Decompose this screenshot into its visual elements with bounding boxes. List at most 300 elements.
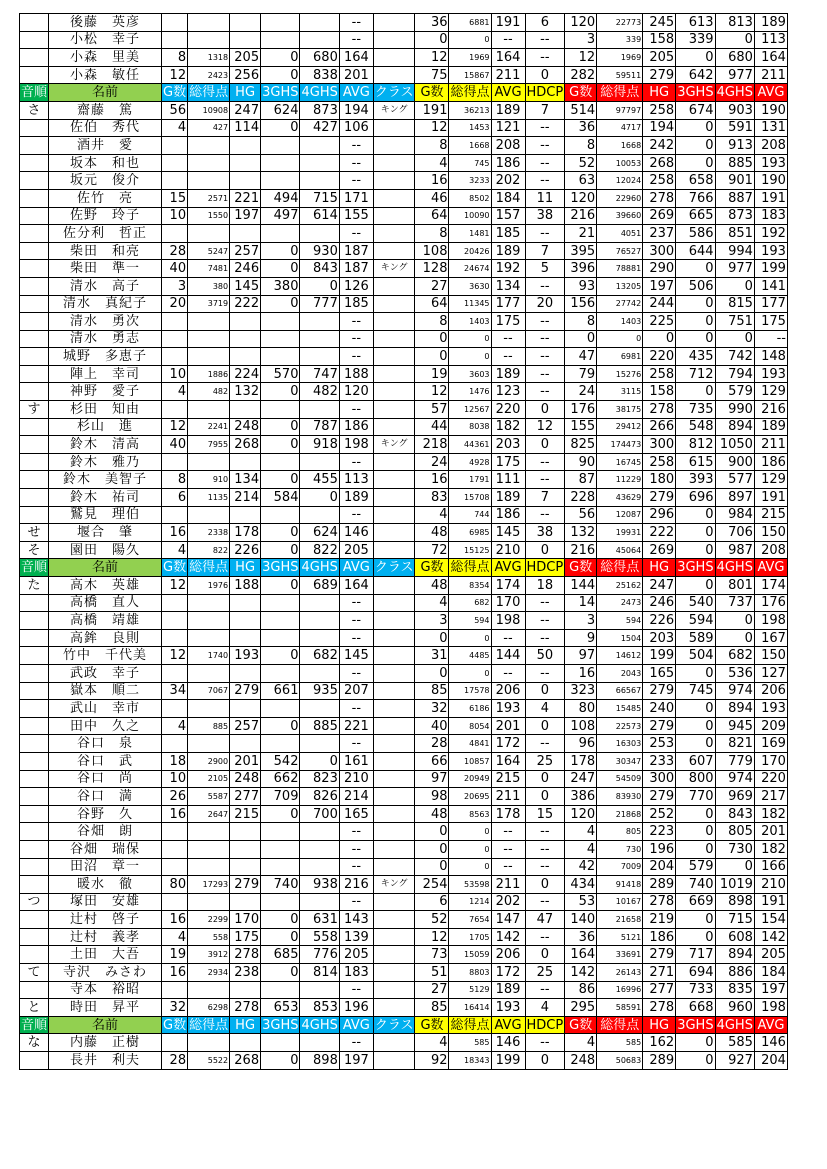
player-name: 谷口 満: [49, 788, 162, 806]
monthly-value: 178: [491, 805, 525, 823]
player-name: 高鉾 良則: [49, 629, 162, 647]
header-total-col: AVG: [754, 84, 787, 102]
kana-index: [20, 260, 49, 278]
total-value: 4: [565, 840, 597, 858]
league-value: [230, 225, 261, 243]
league-value: 2241: [188, 418, 230, 436]
total-value: 277: [643, 981, 676, 999]
total-value: 289: [643, 876, 676, 894]
monthly-value: 0: [449, 31, 491, 49]
monthly-value: 0: [415, 664, 449, 682]
league-value: [300, 313, 339, 331]
monthly-value: --: [525, 348, 565, 366]
header-monthly-col: 総得点: [450, 560, 490, 576]
league-value: 0: [261, 119, 300, 137]
total-value: 242: [643, 137, 676, 155]
league-value: [230, 612, 261, 630]
league-value: [373, 682, 415, 700]
league-value: 0: [261, 49, 300, 67]
league-value: 853: [300, 999, 339, 1017]
total-value: 974: [715, 770, 754, 788]
total-value: 278: [643, 999, 676, 1017]
monthly-value: 85: [415, 999, 449, 1017]
header-monthly-col: G数: [415, 559, 449, 577]
monthly-value: 0: [525, 436, 565, 454]
total-value: 742: [715, 348, 754, 366]
monthly-value: 12567: [449, 401, 491, 419]
monthly-value: 24674: [449, 260, 491, 278]
league-value: [230, 137, 261, 155]
total-value: 1504: [597, 629, 643, 647]
monthly-value: 0: [449, 348, 491, 366]
monthly-value: 18343: [449, 1052, 491, 1070]
kana-index: [20, 770, 49, 788]
monthly-value: --: [525, 365, 565, 383]
league-value: [300, 506, 339, 524]
total-value: 821: [715, 735, 754, 753]
total-value: 0: [676, 928, 715, 946]
monthly-value: 15059: [449, 946, 491, 964]
league-value: [188, 823, 230, 841]
league-value: [373, 172, 415, 190]
kana-index: [20, 225, 49, 243]
league-value: 268: [230, 1052, 261, 1070]
player-row: [20, 594, 788, 612]
total-value: 79: [565, 365, 597, 383]
monthly-value: 8: [415, 225, 449, 243]
total-value: 323: [565, 682, 597, 700]
player-name: 清水 高子: [49, 277, 162, 295]
league-value: 28: [162, 242, 188, 260]
total-value: 150: [754, 524, 787, 542]
player-name: 内藤 正樹: [49, 1034, 162, 1052]
league-value: 17293: [188, 876, 230, 894]
score-table: [19, 13, 788, 1070]
total-value: 396: [565, 260, 597, 278]
total-value: 186: [754, 453, 787, 471]
total-value: 740: [676, 876, 715, 894]
total-value: 717: [676, 946, 715, 964]
kana-index: [20, 295, 49, 313]
player-row: [20, 700, 788, 718]
league-value: [300, 629, 339, 647]
total-value: 514: [565, 101, 597, 119]
player-name: 佐伯 秀代: [49, 119, 162, 137]
league-value: 197: [339, 1052, 373, 1070]
monthly-value: 50: [525, 647, 565, 665]
league-value: 193: [230, 647, 261, 665]
total-value: 0: [676, 154, 715, 172]
total-value: 196: [643, 840, 676, 858]
monthly-value: 7: [525, 242, 565, 260]
total-value: 43629: [597, 489, 643, 507]
league-value: [261, 823, 300, 841]
monthly-value: 0: [525, 788, 565, 806]
league-value: 715: [300, 189, 339, 207]
player-name: 小松 幸子: [49, 31, 162, 49]
total-value: 190: [754, 172, 787, 190]
league-value: 930: [300, 242, 339, 260]
kana-index: な: [20, 1034, 49, 1052]
league-value: 380: [188, 277, 230, 295]
kana-index: [20, 752, 49, 770]
total-value: 193: [754, 242, 787, 260]
league-value: [373, 14, 415, 32]
total-value: 127: [754, 664, 787, 682]
league-value: --: [339, 31, 373, 49]
league-value: [300, 840, 339, 858]
total-value: 87: [565, 471, 597, 489]
league-value: [188, 594, 230, 612]
player-name: 杉山 進: [49, 418, 162, 436]
league-value: [162, 664, 188, 682]
total-value: 577: [715, 471, 754, 489]
league-value: 0: [300, 277, 339, 295]
kana-index: [20, 594, 49, 612]
header-monthly-col: HDCP: [526, 1017, 564, 1033]
league-value: [373, 348, 415, 366]
kana-index: [20, 14, 49, 32]
total-value: 945: [715, 717, 754, 735]
league-value: 0: [261, 577, 300, 595]
kana-index: [20, 664, 49, 682]
monthly-value: --: [525, 893, 565, 911]
total-value: 8: [565, 313, 597, 331]
header-name: 名前: [49, 1016, 162, 1034]
monthly-value: 4928: [449, 453, 491, 471]
total-value: 1019: [715, 876, 754, 894]
monthly-value: 189: [491, 981, 525, 999]
league-value: 178: [230, 524, 261, 542]
total-value: 129: [754, 471, 787, 489]
league-value: [300, 453, 339, 471]
league-value: 215: [230, 805, 261, 823]
league-value: [300, 154, 339, 172]
player-row: [20, 770, 788, 788]
league-value: [162, 612, 188, 630]
player-row: [20, 101, 788, 119]
league-value: [261, 612, 300, 630]
header-league-col: HG: [230, 559, 261, 577]
total-value: 142: [565, 964, 597, 982]
league-value: 12: [162, 577, 188, 595]
league-value: 0: [261, 1052, 300, 1070]
monthly-value: 0: [525, 1052, 565, 1070]
total-value: 887: [715, 189, 754, 207]
league-value: 0: [261, 242, 300, 260]
player-name: 坂元 俊介: [49, 172, 162, 190]
league-value: [261, 225, 300, 243]
total-value: 665: [676, 207, 715, 225]
league-value: [300, 700, 339, 718]
total-value: 278: [643, 189, 676, 207]
monthly-value: 4: [415, 506, 449, 524]
league-value: 40: [162, 436, 188, 454]
total-value: 26143: [597, 964, 643, 982]
total-value: 680: [715, 49, 754, 67]
total-value: 56: [565, 506, 597, 524]
league-value: [188, 858, 230, 876]
monthly-value: 123: [491, 383, 525, 401]
league-value: [373, 330, 415, 348]
league-value: 164: [339, 49, 373, 67]
monthly-value: 12: [415, 383, 449, 401]
kana-index: [20, 436, 49, 454]
total-value: 766: [676, 189, 715, 207]
league-value: [373, 225, 415, 243]
league-value: 0: [261, 911, 300, 929]
player-name: 城野 多恵子: [49, 348, 162, 366]
league-value: [300, 981, 339, 999]
header-league-col: 3GHS: [262, 85, 299, 101]
monthly-value: --: [525, 1034, 565, 1052]
league-value: 777: [300, 295, 339, 313]
monthly-value: 202: [491, 172, 525, 190]
total-value: 10167: [597, 893, 643, 911]
total-value: 233: [643, 752, 676, 770]
monthly-value: 189: [491, 242, 525, 260]
total-value: 176: [565, 401, 597, 419]
league-value: 26: [162, 788, 188, 806]
league-value: [300, 612, 339, 630]
monthly-value: 46: [415, 189, 449, 207]
kana-index: [20, 365, 49, 383]
player-name: 暖水 徹: [49, 876, 162, 894]
league-value: 709: [261, 788, 300, 806]
kana-index: [20, 489, 49, 507]
player-name: 時田 昇平: [49, 999, 162, 1017]
kana-index: て: [20, 964, 49, 982]
total-value: 585: [715, 1034, 754, 1052]
league-value: 194: [339, 101, 373, 119]
monthly-value: 0: [525, 876, 565, 894]
total-value: 176: [754, 594, 787, 612]
total-value: 0: [676, 840, 715, 858]
monthly-value: 0: [415, 348, 449, 366]
league-value: 4: [162, 928, 188, 946]
league-value: 246: [230, 260, 261, 278]
monthly-value: 0: [449, 629, 491, 647]
total-value: 258: [643, 172, 676, 190]
monthly-value: 1476: [449, 383, 491, 401]
kana-index: [20, 154, 49, 172]
monthly-value: --: [525, 453, 565, 471]
league-value: [373, 840, 415, 858]
total-value: 30347: [597, 752, 643, 770]
league-value: 0: [261, 418, 300, 436]
total-value: 279: [643, 489, 676, 507]
league-value: [373, 717, 415, 735]
total-value: 182: [754, 840, 787, 858]
total-value: 0: [676, 1034, 715, 1052]
monthly-value: 6: [415, 893, 449, 911]
monthly-value: 40: [415, 717, 449, 735]
league-value: 143: [339, 911, 373, 929]
league-value: [188, 172, 230, 190]
total-value: 16: [565, 664, 597, 682]
league-value: 222: [230, 295, 261, 313]
total-value: 16303: [597, 735, 643, 753]
player-row: [20, 383, 788, 401]
total-value: 269: [643, 541, 676, 559]
player-name: 後藤 英彦: [49, 14, 162, 32]
total-value: 506: [676, 277, 715, 295]
league-value: --: [339, 981, 373, 999]
league-value: [162, 840, 188, 858]
league-value: [373, 383, 415, 401]
player-row: [20, 401, 788, 419]
monthly-value: 3603: [449, 365, 491, 383]
league-value: 494: [261, 189, 300, 207]
league-value: 624: [261, 101, 300, 119]
league-value: 1976: [188, 577, 230, 595]
league-value: [188, 893, 230, 911]
total-value: 706: [715, 524, 754, 542]
league-value: [300, 858, 339, 876]
total-value: 969: [715, 788, 754, 806]
monthly-value: 174: [491, 577, 525, 595]
total-value: 174473: [597, 436, 643, 454]
league-value: [261, 700, 300, 718]
total-value: 279: [643, 946, 676, 964]
monthly-value: 202: [491, 893, 525, 911]
monthly-value: 144: [491, 647, 525, 665]
total-value: 0: [676, 664, 715, 682]
total-value: 178: [565, 752, 597, 770]
league-value: 2338: [188, 524, 230, 542]
league-value: [188, 348, 230, 366]
league-value: 0: [261, 717, 300, 735]
league-value: --: [339, 137, 373, 155]
total-value: 258: [643, 365, 676, 383]
league-value: 155: [339, 207, 373, 225]
total-value: 268: [643, 154, 676, 172]
total-value: 206: [754, 682, 787, 700]
header-total-col: 4GHS: [716, 560, 753, 576]
header-kana: 音順: [21, 1017, 48, 1033]
monthly-value: 0: [449, 840, 491, 858]
header-league-col: 4GHS: [301, 560, 338, 576]
total-value: 13205: [597, 277, 643, 295]
league-value: 80: [162, 876, 188, 894]
header-league-col: 4GHS: [301, 85, 338, 101]
league-value: 187: [339, 242, 373, 260]
total-value: 0: [715, 629, 754, 647]
player-row: [20, 577, 788, 595]
kana-index: [20, 647, 49, 665]
player-row: [20, 137, 788, 155]
total-value: 825: [565, 436, 597, 454]
monthly-value: 0: [449, 330, 491, 348]
total-value: 22960: [597, 189, 643, 207]
league-value: 935: [300, 682, 339, 700]
monthly-value: 72: [415, 541, 449, 559]
league-value: 2423: [188, 66, 230, 84]
player-name: 谷畑 瑞保: [49, 840, 162, 858]
monthly-value: --: [491, 840, 525, 858]
player-name: 佐竹 亮: [49, 189, 162, 207]
total-value: 886: [715, 964, 754, 982]
league-value: 18: [162, 752, 188, 770]
monthly-value: 4: [415, 594, 449, 612]
total-value: 1050: [715, 436, 754, 454]
league-value: 814: [300, 964, 339, 982]
monthly-value: 4841: [449, 735, 491, 753]
total-value: 52: [565, 154, 597, 172]
monthly-value: 16: [415, 471, 449, 489]
league-value: [300, 401, 339, 419]
monthly-value: 189: [491, 365, 525, 383]
total-value: 222: [643, 524, 676, 542]
kana-index: [20, 207, 49, 225]
monthly-value: 20695: [449, 788, 491, 806]
monthly-value: 215: [491, 770, 525, 788]
total-value: 0: [643, 330, 676, 348]
monthly-value: 0: [525, 401, 565, 419]
league-value: [162, 629, 188, 647]
monthly-value: 64: [415, 295, 449, 313]
total-value: 216: [565, 541, 597, 559]
total-value: 668: [676, 999, 715, 1017]
kana-index: す: [20, 401, 49, 419]
total-value: 129: [754, 383, 787, 401]
league-value: [261, 14, 300, 32]
player-name: 嶽本 順二: [49, 682, 162, 700]
league-value: [230, 735, 261, 753]
league-value: [230, 629, 261, 647]
total-value: 901: [715, 172, 754, 190]
league-value: [162, 981, 188, 999]
league-value: [300, 225, 339, 243]
total-value: 216: [565, 207, 597, 225]
total-value: 536: [715, 664, 754, 682]
league-value: 10: [162, 207, 188, 225]
league-value: [188, 612, 230, 630]
total-value: 120: [565, 805, 597, 823]
header-row: [20, 1016, 788, 1034]
monthly-value: 12: [415, 928, 449, 946]
league-value: 1740: [188, 647, 230, 665]
league-value: [162, 858, 188, 876]
player-row: [20, 928, 788, 946]
total-value: 0: [676, 137, 715, 155]
league-value: [373, 524, 415, 542]
total-value: 22573: [597, 717, 643, 735]
monthly-value: --: [525, 928, 565, 946]
total-value: 154: [754, 911, 787, 929]
player-row: [20, 49, 788, 67]
monthly-value: 73: [415, 946, 449, 964]
kana-index: [20, 471, 49, 489]
league-value: [162, 330, 188, 348]
header-kana: 音順: [21, 560, 48, 576]
player-name: 竹中 千代美: [49, 647, 162, 665]
total-value: 193: [754, 700, 787, 718]
total-value: 97797: [597, 101, 643, 119]
league-value: 455: [300, 471, 339, 489]
league-value: 0: [261, 66, 300, 84]
league-value: [373, 946, 415, 964]
total-value: 24: [565, 383, 597, 401]
monthly-value: --: [525, 840, 565, 858]
league-value: 214: [339, 788, 373, 806]
total-value: 1403: [597, 313, 643, 331]
total-value: 540: [676, 594, 715, 612]
total-value: 0: [715, 858, 754, 876]
total-value: 155: [565, 418, 597, 436]
monthly-value: 0: [415, 31, 449, 49]
total-value: 164: [565, 946, 597, 964]
